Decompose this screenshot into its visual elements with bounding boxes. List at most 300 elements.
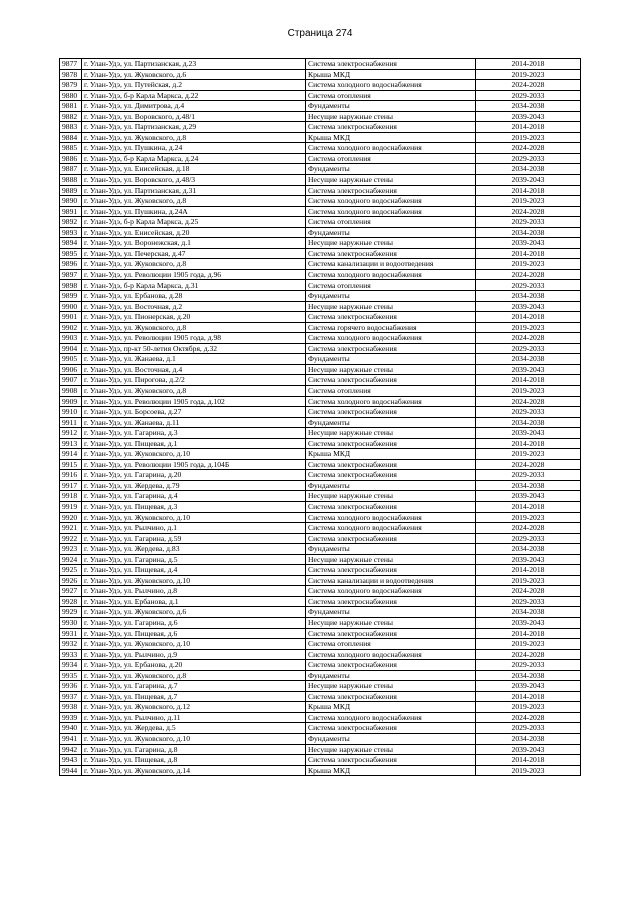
period-cell: 2039-2043 xyxy=(476,111,581,122)
row-number-cell: 9933 xyxy=(60,649,82,660)
table-row xyxy=(60,69,581,80)
address-cell: г. Улан-Удэ, ул. Жердева, д.83 xyxy=(82,544,306,555)
system-cell: Система холодного водоснабжения xyxy=(306,512,476,523)
period-cell: 2034-2038 xyxy=(476,164,581,175)
table-row xyxy=(60,143,581,154)
address-cell: г. Улан-Удэ, ул. Пирогова, д.2/2 xyxy=(82,375,306,386)
system-cell: Система электроснабжения xyxy=(306,628,476,639)
address-cell: г. Улан-Удэ, ул. Жердева, д.79 xyxy=(82,480,306,491)
system-cell: Несущие наружные стены xyxy=(306,554,476,565)
table-row xyxy=(60,385,581,396)
table-row xyxy=(60,364,581,375)
system-cell: Крыша МКД xyxy=(306,702,476,713)
row-number-cell: 9942 xyxy=(60,744,82,755)
row-number-cell: 9944 xyxy=(60,765,82,776)
system-cell: Фундаменты xyxy=(306,607,476,618)
address-cell: г. Улан-Удэ, ул. Путейская, д.2 xyxy=(82,80,306,91)
table-row xyxy=(60,101,581,112)
period-cell: 2029-2033 xyxy=(476,280,581,291)
row-number-cell: 9943 xyxy=(60,755,82,766)
row-number-cell: 9916 xyxy=(60,470,82,481)
table-row xyxy=(60,501,581,512)
system-cell: Система электроснабжения xyxy=(306,565,476,576)
row-number-cell: 9940 xyxy=(60,723,82,734)
period-cell: 2014-2018 xyxy=(476,312,581,323)
row-number-cell: 9907 xyxy=(60,375,82,386)
system-cell: Система электроснабжения xyxy=(306,470,476,481)
period-cell: 2014-2018 xyxy=(476,501,581,512)
period-cell: 2014-2018 xyxy=(476,59,581,70)
period-cell: 2034-2038 xyxy=(476,227,581,238)
address-cell: г. Улан-Удэ, ул. Гагарина, д.4 xyxy=(82,491,306,502)
system-cell: Система электроснабжения xyxy=(306,723,476,734)
table-row xyxy=(60,491,581,502)
address-cell: г. Улан-Удэ, ул. Жуковского, д.14 xyxy=(82,765,306,776)
system-cell: Система электроснабжения xyxy=(306,691,476,702)
row-number-cell: 9938 xyxy=(60,702,82,713)
period-cell: 2024-2028 xyxy=(476,649,581,660)
period-cell: 2039-2043 xyxy=(476,744,581,755)
row-number-cell: 9913 xyxy=(60,438,82,449)
row-number-cell: 9881 xyxy=(60,101,82,112)
period-cell: 2014-2018 xyxy=(476,438,581,449)
address-cell: г. Улан-Удэ, ул. Воровского, д.48/1 xyxy=(82,111,306,122)
address-cell: г. Улан-Удэ, ул. Революции 1905 года, д.104Б xyxy=(82,459,306,470)
system-cell: Система канализации и водоотведения xyxy=(306,259,476,270)
row-number-cell: 9926 xyxy=(60,575,82,586)
period-cell: 2014-2018 xyxy=(476,755,581,766)
address-cell: г. Улан-Удэ, ул. Жуковского, д.8 xyxy=(82,385,306,396)
row-number-cell: 9925 xyxy=(60,565,82,576)
address-cell: г. Улан-Удэ, ул. Восточная, д.2 xyxy=(82,301,306,312)
system-cell: Система электроснабжения xyxy=(306,660,476,671)
address-cell: г. Улан-Удэ, ул. Пищевая, д.7 xyxy=(82,691,306,702)
period-cell: 2014-2018 xyxy=(476,122,581,133)
table-row xyxy=(60,575,581,586)
table-row xyxy=(60,691,581,702)
address-cell: г. Улан-Удэ, ул. Пищевая, д.1 xyxy=(82,438,306,449)
table-row xyxy=(60,607,581,618)
period-cell: 2014-2018 xyxy=(476,185,581,196)
address-cell: г. Улан-Удэ, ул. Гагарина, д.7 xyxy=(82,681,306,692)
period-cell: 2039-2043 xyxy=(476,491,581,502)
row-number-cell: 9912 xyxy=(60,428,82,439)
table-row xyxy=(60,185,581,196)
row-number-cell: 9921 xyxy=(60,523,82,534)
row-number-cell: 9879 xyxy=(60,80,82,91)
row-number-cell: 9897 xyxy=(60,269,82,280)
system-cell: Система электроснабжения xyxy=(306,343,476,354)
table-row xyxy=(60,333,581,344)
address-cell: г. Улан-Удэ, ул. Пищевая, д.6 xyxy=(82,628,306,639)
address-cell: г. Улан-Удэ, пр-кт 50-летия Октября, д.32 xyxy=(82,343,306,354)
address-cell: г. Улан-Удэ, ул. Димитрова, д.4 xyxy=(82,101,306,112)
period-cell: 2029-2033 xyxy=(476,470,581,481)
table-row xyxy=(60,269,581,280)
table-row xyxy=(60,396,581,407)
period-cell: 2014-2018 xyxy=(476,691,581,702)
address-cell: г. Улан-Удэ, ул. Рылчино, д.11 xyxy=(82,712,306,723)
row-number-cell: 9917 xyxy=(60,480,82,491)
system-cell: Система холодного водоснабжения xyxy=(306,269,476,280)
system-cell: Крыша МКД xyxy=(306,449,476,460)
period-cell: 2019-2023 xyxy=(476,575,581,586)
address-cell: г. Улан-Удэ, ул. Жуковского, д.6 xyxy=(82,69,306,80)
period-cell: 2019-2023 xyxy=(476,702,581,713)
address-cell: г. Улан-Удэ, ул. Восточная, д.4 xyxy=(82,364,306,375)
system-cell: Система электроснабжения xyxy=(306,501,476,512)
period-cell: 2024-2028 xyxy=(476,459,581,470)
address-cell: г. Улан-Удэ, ул. Ербанова, д.20 xyxy=(82,660,306,671)
period-cell: 2039-2043 xyxy=(476,238,581,249)
system-cell: Система отопления xyxy=(306,280,476,291)
row-number-cell: 9910 xyxy=(60,407,82,418)
table-row xyxy=(60,238,581,249)
system-cell: Фундаменты xyxy=(306,670,476,681)
period-cell: 2034-2038 xyxy=(476,480,581,491)
table-row xyxy=(60,438,581,449)
period-cell: 2029-2033 xyxy=(476,533,581,544)
system-cell: Система холодного водоснабжения xyxy=(306,649,476,660)
page-title: Страница 274 xyxy=(287,28,353,39)
address-cell: г. Улан-Удэ, ул. Ербанова, д.28 xyxy=(82,291,306,302)
table-row xyxy=(60,407,581,418)
table-row xyxy=(60,544,581,555)
row-number-cell: 9906 xyxy=(60,364,82,375)
system-cell: Несущие наружные стены xyxy=(306,175,476,186)
system-cell: Система отопления xyxy=(306,153,476,164)
period-cell: 2024-2028 xyxy=(476,206,581,217)
period-cell: 2024-2028 xyxy=(476,523,581,534)
period-cell: 2034-2038 xyxy=(476,544,581,555)
row-number-cell: 9889 xyxy=(60,185,82,196)
period-cell: 2034-2038 xyxy=(476,734,581,745)
table-row xyxy=(60,712,581,723)
period-cell: 2019-2023 xyxy=(476,196,581,207)
row-number-cell: 9903 xyxy=(60,333,82,344)
address-cell: г. Улан-Удэ, ул. Жуковского, д.6 xyxy=(82,607,306,618)
system-cell: Система электроснабжения xyxy=(306,375,476,386)
table-row xyxy=(60,639,581,650)
table-row xyxy=(60,122,581,133)
period-cell: 2034-2038 xyxy=(476,291,581,302)
table-row xyxy=(60,280,581,291)
system-cell: Система канализации и водоотведения xyxy=(306,575,476,586)
row-number-cell: 9902 xyxy=(60,322,82,333)
system-cell: Система холодного водоснабжения xyxy=(306,712,476,723)
table-row xyxy=(60,660,581,671)
address-cell: г. Улан-Удэ, ул. Пищевая, д.4 xyxy=(82,565,306,576)
period-cell: 2019-2023 xyxy=(476,512,581,523)
address-cell: г. Улан-Удэ, ул. Жуковского, д.8 xyxy=(82,196,306,207)
table-row xyxy=(60,765,581,776)
period-cell: 2024-2028 xyxy=(476,269,581,280)
row-number-cell: 9935 xyxy=(60,670,82,681)
address-cell: г. Улан-Удэ, ул. Жуковского, д.10 xyxy=(82,639,306,650)
table-row xyxy=(60,90,581,101)
system-cell: Система электроснабжения xyxy=(306,59,476,70)
period-cell: 2014-2018 xyxy=(476,628,581,639)
row-number-cell: 9888 xyxy=(60,175,82,186)
row-number-cell: 9923 xyxy=(60,544,82,555)
row-number-cell: 9924 xyxy=(60,554,82,565)
row-number-cell: 9880 xyxy=(60,90,82,101)
system-cell: Система холодного водоснабжения xyxy=(306,196,476,207)
table-row xyxy=(60,449,581,460)
row-number-cell: 9892 xyxy=(60,217,82,228)
system-cell: Система электроснабжения xyxy=(306,122,476,133)
table-row xyxy=(60,744,581,755)
period-cell: 2039-2043 xyxy=(476,428,581,439)
period-cell: 2024-2028 xyxy=(476,586,581,597)
period-cell: 2039-2043 xyxy=(476,681,581,692)
system-cell: Система электроснабжения xyxy=(306,312,476,323)
table-row xyxy=(60,80,581,91)
address-cell: г. Улан-Удэ, ул. Гагарина, д.8 xyxy=(82,744,306,755)
period-cell: 2039-2043 xyxy=(476,175,581,186)
period-cell: 2014-2018 xyxy=(476,248,581,259)
row-number-cell: 9919 xyxy=(60,501,82,512)
address-cell: г. Улан-Удэ, ул. Воровского, д.48/3 xyxy=(82,175,306,186)
row-number-cell: 9885 xyxy=(60,143,82,154)
address-cell: г. Улан-Удэ, ул. Жуковского, д.10 xyxy=(82,575,306,586)
row-number-cell: 9937 xyxy=(60,691,82,702)
system-cell: Фундаменты xyxy=(306,417,476,428)
period-cell: 2019-2023 xyxy=(476,449,581,460)
table-row xyxy=(60,459,581,470)
row-number-cell: 9884 xyxy=(60,132,82,143)
address-cell: г. Улан-Удэ, ул. Пионерская, д.20 xyxy=(82,312,306,323)
address-cell: г. Улан-Удэ, ул. Енисейская, д.20 xyxy=(82,227,306,238)
period-cell: 2014-2018 xyxy=(476,375,581,386)
row-number-cell: 9894 xyxy=(60,238,82,249)
table-row xyxy=(60,248,581,259)
register-table xyxy=(59,58,581,776)
table-row xyxy=(60,343,581,354)
address-cell: г. Улан-Удэ, ул. Жанаева, д.1 xyxy=(82,354,306,365)
table-row xyxy=(60,670,581,681)
system-cell: Система отопления xyxy=(306,639,476,650)
table-row xyxy=(60,428,581,439)
system-cell: Система электроснабжения xyxy=(306,438,476,449)
period-cell: 2039-2043 xyxy=(476,617,581,628)
address-cell: г. Улан-Удэ, ул. Партизанская, д.29 xyxy=(82,122,306,133)
address-cell: г. Улан-Удэ, ул. Партизанская, д.23 xyxy=(82,59,306,70)
address-cell: г. Улан-Удэ, ул. Гагарина, д.59 xyxy=(82,533,306,544)
table-row xyxy=(60,291,581,302)
row-number-cell: 9904 xyxy=(60,343,82,354)
system-cell: Несущие наружные стены xyxy=(306,491,476,502)
system-cell: Система электроснабжения xyxy=(306,459,476,470)
period-cell: 2029-2033 xyxy=(476,723,581,734)
system-cell: Система горячего водоснабжения xyxy=(306,322,476,333)
table-row xyxy=(60,702,581,713)
system-cell: Фундаменты xyxy=(306,480,476,491)
system-cell: Система отопления xyxy=(306,385,476,396)
address-cell: г. Улан-Удэ, ул. Гагарина, д.20 xyxy=(82,470,306,481)
period-cell: 2034-2038 xyxy=(476,354,581,365)
table-row xyxy=(60,132,581,143)
address-cell: г. Улан-Удэ, ул. Партизанская, д.31 xyxy=(82,185,306,196)
period-cell: 2014-2018 xyxy=(476,565,581,576)
row-number-cell: 9896 xyxy=(60,259,82,270)
row-number-cell: 9890 xyxy=(60,196,82,207)
table-row xyxy=(60,111,581,122)
system-cell: Несущие наружные стены xyxy=(306,744,476,755)
system-cell: Система электроснабжения xyxy=(306,755,476,766)
table-row xyxy=(60,470,581,481)
period-cell: 2024-2028 xyxy=(476,143,581,154)
system-cell: Фундаменты xyxy=(306,101,476,112)
row-number-cell: 9936 xyxy=(60,681,82,692)
address-cell: г. Улан-Удэ, ул. Гагарина, д.5 xyxy=(82,554,306,565)
table-row xyxy=(60,523,581,534)
row-number-cell: 9934 xyxy=(60,660,82,671)
address-cell: г. Улан-Удэ, ул. Ербанова, д.1 xyxy=(82,596,306,607)
system-cell: Система холодного водоснабжения xyxy=(306,586,476,597)
system-cell: Фундаменты xyxy=(306,734,476,745)
address-cell: г. Улан-Удэ, ул. Рылчино, д.8 xyxy=(82,586,306,597)
period-cell: 2029-2033 xyxy=(476,217,581,228)
row-number-cell: 9932 xyxy=(60,639,82,650)
address-cell: г. Улан-Удэ, ул. Енисейская, д.18 xyxy=(82,164,306,175)
row-number-cell: 9941 xyxy=(60,734,82,745)
table-row xyxy=(60,59,581,70)
system-cell: Система электроснабжения xyxy=(306,596,476,607)
row-number-cell: 9891 xyxy=(60,206,82,217)
row-number-cell: 9908 xyxy=(60,385,82,396)
table-row xyxy=(60,164,581,175)
table-row xyxy=(60,681,581,692)
table-row xyxy=(60,301,581,312)
address-cell: г. Улан-Удэ, ул. Пищевая, д.3 xyxy=(82,501,306,512)
system-cell: Система холодного водоснабжения xyxy=(306,523,476,534)
period-cell: 2029-2033 xyxy=(476,596,581,607)
register-table-body xyxy=(60,59,581,776)
period-cell: 2034-2038 xyxy=(476,101,581,112)
address-cell: г. Улан-Удэ, ул. Жердева, д.5 xyxy=(82,723,306,734)
address-cell: г. Улан-Удэ, ул. Революции 1905 года, д.96 xyxy=(82,269,306,280)
address-cell: г. Улан-Удэ, ул. Печерская, д.47 xyxy=(82,248,306,259)
row-number-cell: 9909 xyxy=(60,396,82,407)
row-number-cell: 9911 xyxy=(60,417,82,428)
row-number-cell: 9920 xyxy=(60,512,82,523)
period-cell: 2024-2028 xyxy=(476,333,581,344)
table-row xyxy=(60,554,581,565)
row-number-cell: 9915 xyxy=(60,459,82,470)
period-cell: 2034-2038 xyxy=(476,607,581,618)
period-cell: 2039-2043 xyxy=(476,301,581,312)
period-cell: 2034-2038 xyxy=(476,417,581,428)
period-cell: 2034-2038 xyxy=(476,670,581,681)
table-row xyxy=(60,617,581,628)
period-cell: 2029-2033 xyxy=(476,153,581,164)
table-row xyxy=(60,533,581,544)
table-row xyxy=(60,354,581,365)
address-cell: г. Улан-Удэ, б-р Карла Маркса, д.22 xyxy=(82,90,306,101)
row-number-cell: 9899 xyxy=(60,291,82,302)
system-cell: Фундаменты xyxy=(306,227,476,238)
system-cell: Фундаменты xyxy=(306,164,476,175)
period-cell: 2024-2028 xyxy=(476,396,581,407)
address-cell: г. Улан-Удэ, ул. Революции 1905 года, д.98 xyxy=(82,333,306,344)
system-cell: Несущие наружные стены xyxy=(306,111,476,122)
system-cell: Система холодного водоснабжения xyxy=(306,396,476,407)
system-cell: Система электроснабжения xyxy=(306,185,476,196)
row-number-cell: 9886 xyxy=(60,153,82,164)
period-cell: 2029-2033 xyxy=(476,407,581,418)
period-cell: 2029-2033 xyxy=(476,343,581,354)
address-cell: г. Улан-Удэ, ул. Жуковского, д.8 xyxy=(82,322,306,333)
address-cell: г. Улан-Удэ, ул. Рылчино, д.1 xyxy=(82,523,306,534)
address-cell: г. Улан-Удэ, ул. Жанаева, д.11 xyxy=(82,417,306,428)
table-row xyxy=(60,322,581,333)
row-number-cell: 9922 xyxy=(60,533,82,544)
table-row xyxy=(60,217,581,228)
period-cell: 2019-2023 xyxy=(476,322,581,333)
period-cell: 2019-2023 xyxy=(476,639,581,650)
address-cell: г. Улан-Удэ, ул. Жуковского, д.12 xyxy=(82,702,306,713)
table-row xyxy=(60,417,581,428)
system-cell: Несущие наружные стены xyxy=(306,364,476,375)
address-cell: г. Улан-Удэ, ул. Жуковского, д.10 xyxy=(82,734,306,745)
table-row xyxy=(60,586,581,597)
table-row xyxy=(60,227,581,238)
table-row xyxy=(60,206,581,217)
address-cell: г. Улан-Удэ, ул. Жуковского, д.8 xyxy=(82,259,306,270)
table-row xyxy=(60,512,581,523)
address-cell: г. Улан-Удэ, б-р Карла Маркса, д.25 xyxy=(82,217,306,228)
row-number-cell: 9914 xyxy=(60,449,82,460)
row-number-cell: 9905 xyxy=(60,354,82,365)
system-cell: Система холодного водоснабжения xyxy=(306,143,476,154)
row-number-cell: 9939 xyxy=(60,712,82,723)
address-cell: г. Улан-Удэ, ул. Пушкина, д.24А xyxy=(82,206,306,217)
period-cell: 2019-2023 xyxy=(476,765,581,776)
table-row xyxy=(60,565,581,576)
system-cell: Крыша МКД xyxy=(306,765,476,776)
address-cell: г. Улан-Удэ, ул. Пушкина, д.24 xyxy=(82,143,306,154)
period-cell: 2024-2028 xyxy=(476,80,581,91)
table-row xyxy=(60,175,581,186)
table-row xyxy=(60,196,581,207)
address-cell: г. Улан-Удэ, ул. Гагарина, д.3 xyxy=(82,428,306,439)
table-row xyxy=(60,259,581,270)
system-cell: Система электроснабжения xyxy=(306,248,476,259)
address-cell: г. Улан-Удэ, ул. Жуковского, д.10 xyxy=(82,512,306,523)
period-cell: 2019-2023 xyxy=(476,69,581,80)
table-row xyxy=(60,375,581,386)
system-cell: Фундаменты xyxy=(306,354,476,365)
row-number-cell: 9893 xyxy=(60,227,82,238)
system-cell: Несущие наружные стены xyxy=(306,617,476,628)
system-cell: Система электроснабжения xyxy=(306,407,476,418)
system-cell: Несущие наружные стены xyxy=(306,301,476,312)
address-cell: г. Улан-Удэ, ул. Жуковского, д.8 xyxy=(82,132,306,143)
system-cell: Несущие наружные стены xyxy=(306,238,476,249)
period-cell: 2029-2033 xyxy=(476,660,581,671)
period-cell: 2039-2043 xyxy=(476,364,581,375)
system-cell: Система холодного водоснабжения xyxy=(306,333,476,344)
table-row xyxy=(60,596,581,607)
system-cell: Фундаменты xyxy=(306,291,476,302)
row-number-cell: 9927 xyxy=(60,586,82,597)
table-row xyxy=(60,628,581,639)
row-number-cell: 9900 xyxy=(60,301,82,312)
address-cell: г. Улан-Удэ, ул. Жуковского, д.10 xyxy=(82,449,306,460)
system-cell: Несущие наружные стены xyxy=(306,681,476,692)
address-cell: г. Улан-Удэ, б-р Карла Маркса, д.24 xyxy=(82,153,306,164)
